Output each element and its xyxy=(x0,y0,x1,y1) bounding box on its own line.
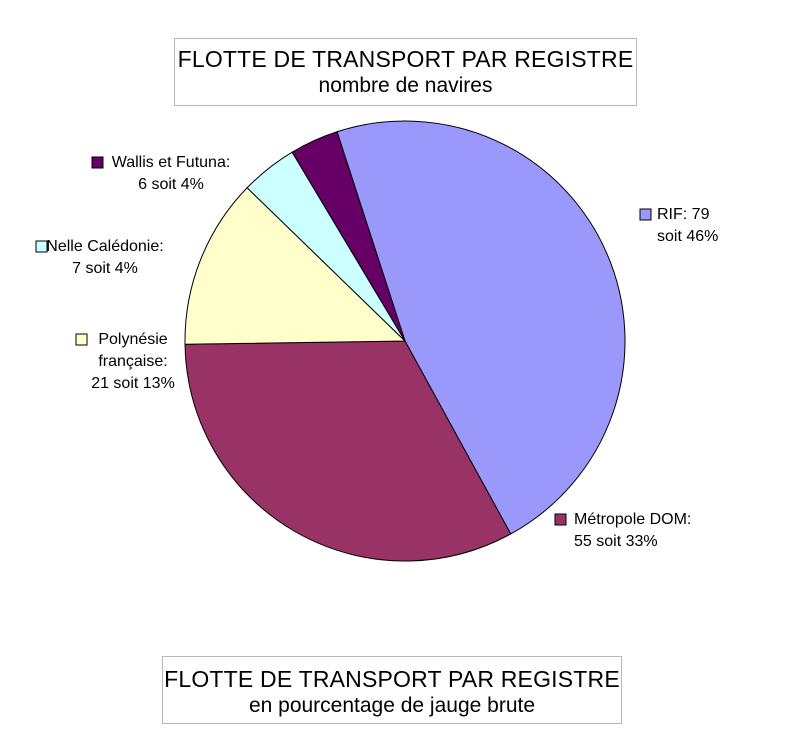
data-label-polynesie-francaise: Polynésie française: 21 soit 13% xyxy=(91,331,175,392)
second-chart-title-box xyxy=(162,656,622,724)
second-chart-subtitle: en pourcentage de jauge brute xyxy=(248,694,536,717)
chart-title: FLOTTE DE TRANSPORT PAR REGISTRE xyxy=(177,46,634,72)
data-label-metropole-dom: Métropole DOM: 55 soit 33% xyxy=(574,511,692,550)
legend-marker-polynesie-francaise xyxy=(76,334,87,345)
legend-marker-metropole-dom xyxy=(555,514,566,525)
data-label-nelle-caledonie: Nelle Calédonie: 7 soit 4% xyxy=(46,238,164,277)
data-label-rif: RIF: 79 soit 46% xyxy=(657,206,719,245)
legend-marker-rif xyxy=(640,209,651,220)
second-chart-title: FLOTTE DE TRANSPORT PAR REGISTRE xyxy=(164,666,620,692)
legend-marker-wallis-et-futuna xyxy=(92,157,103,168)
data-label-wallis-et-futuna: Wallis et Futuna: 6 soit 4% xyxy=(111,154,231,193)
chart-subtitle: nombre de navires xyxy=(318,74,493,97)
